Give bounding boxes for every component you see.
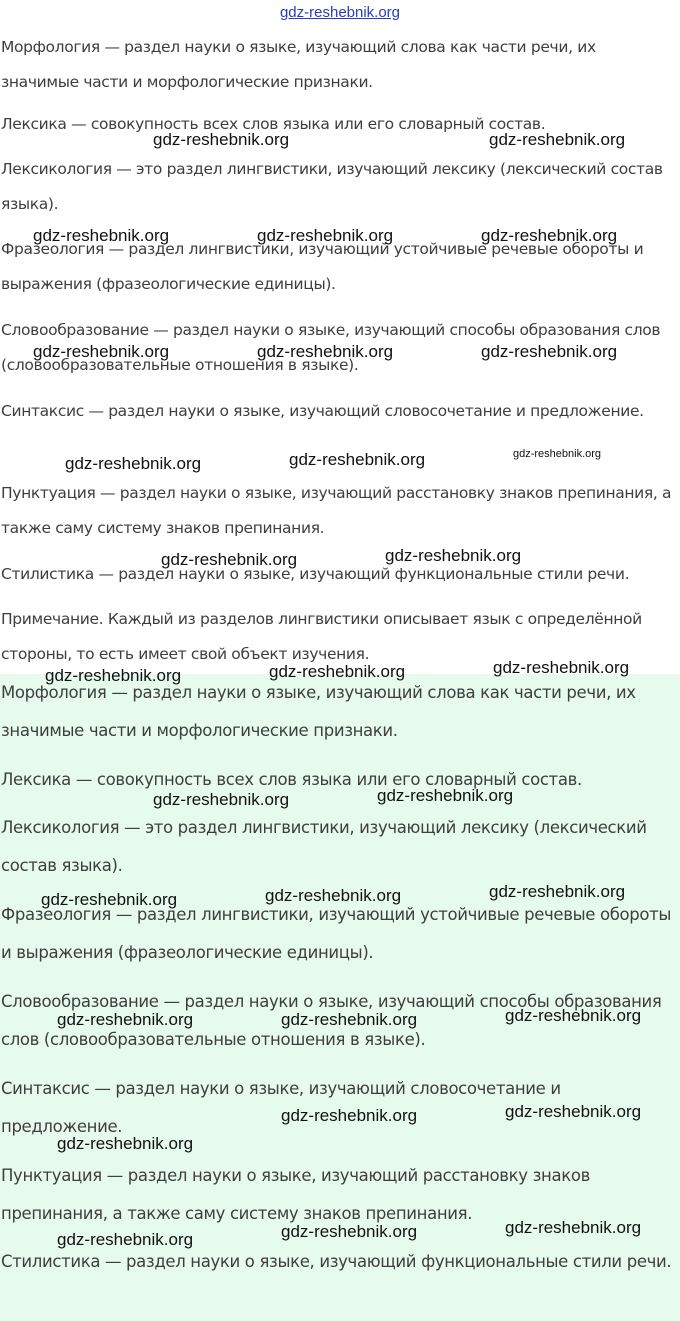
watermark: gdz-reshebnik.org (289, 450, 426, 469)
paragraph-word-formation-repeat: Словообразование — раздел науки о языке, изучающий способы образования слов (словообразовательные отношения в языке). (1, 992, 662, 1049)
watermark: gdz-reshebnik.org (269, 662, 406, 681)
paragraph-syntax: Синтаксис — раздел науки о языке, изучающий словосочетание и предложение. (1, 402, 644, 420)
paragraph-phraseology-repeat: Фразеология — раздел лингвистики, изучающий устойчивые речевые обороты и выражения (фразеологические единицы). (1, 905, 672, 962)
paragraph-stylistics-repeat: Стилистика — раздел науки о языке, изучающий функциональные стили речи. (1, 1252, 672, 1271)
watermark: gdz-reshebnik.org (161, 550, 298, 569)
watermark: gdz-reshebnik.org (493, 658, 630, 677)
watermark: gdz-reshebnik.org (481, 342, 618, 361)
watermark: gdz-reshebnik.org (265, 886, 402, 905)
watermark: gdz-reshebnik.org (505, 1218, 642, 1237)
watermark: gdz-reshebnik.org (513, 448, 602, 460)
paragraph-morphology: Морфология — раздел науки о языке, изучающий слова как части речи, их значимые части и морфологические признаки. (1, 38, 596, 91)
paragraph-stylistics: Стилистика — раздел науки о языке, изучающий функциональные стили речи. (1, 565, 630, 583)
watermark: gdz-reshebnik.org (57, 1230, 194, 1249)
watermark: gdz-reshebnik.org (377, 786, 514, 805)
watermark: gdz-reshebnik.org (41, 890, 178, 909)
watermark: gdz-reshebnik.org (489, 882, 626, 901)
site-header-link[interactable]: gdz-reshebnik.org (279, 4, 401, 21)
paragraph-phraseology: Фразеология — раздел лингвистики, изучающий устойчивые речевые обороты и выражения (фразеологические единицы). (1, 240, 644, 293)
watermark: gdz-reshebnik.org (57, 1134, 194, 1153)
paragraph-word-formation: Словообразование — раздел науки о языке, изучающий способы образования слов (словообразовательные отношения в языке). (1, 321, 661, 374)
paragraph-morphology-repeat: Морфология — раздел науки о языке, изучающий слова как части речи, их значимые части и морфологические признаки. (1, 683, 636, 740)
watermark: gdz-reshebnik.org (481, 226, 618, 245)
watermark: gdz-reshebnik.org (505, 1006, 642, 1025)
watermark: gdz-reshebnik.org (257, 226, 394, 245)
paragraph-lexis-repeat: Лексика — совокупность всех слов языка или его словарный состав. (1, 770, 582, 789)
paragraph-lexicology: Лексикология — это раздел лингвистики, изучающий лексику (лексический состав языка). (1, 160, 663, 213)
paragraph-punctuation: Пунктуация — раздел науки о языке, изучающий расстановку знаков препинания, а также саму систему знаков препинания. (1, 484, 672, 537)
paragraph-punctuation-repeat: Пунктуация — раздел науки о языке, изучающий расстановку знаков препинания, а также саму систему знаков препинания. (1, 1166, 590, 1223)
watermark: gdz-reshebnik.org (281, 1222, 418, 1241)
watermark: gdz-reshebnik.org (153, 790, 290, 809)
watermark: gdz-reshebnik.org (489, 130, 626, 149)
watermark: gdz-reshebnik.org (33, 226, 170, 245)
watermark: gdz-reshebnik.org (385, 546, 522, 565)
paragraph-note: Примечание. Каждый из разделов лингвистики описывает язык с определённой стороны, то есть имеет свой объект изучения. (1, 610, 642, 663)
paragraph-syntax-repeat: Синтаксис — раздел науки о языке, изучающий словосочетание и предложение. (1, 1079, 561, 1136)
watermark: gdz-reshebnik.org (153, 130, 290, 149)
watermark: gdz-reshebnik.org (281, 1106, 418, 1125)
watermark: gdz-reshebnik.org (45, 666, 182, 685)
watermark: gdz-reshebnik.org (505, 1102, 642, 1121)
watermark: gdz-reshebnik.org (57, 1010, 194, 1029)
watermark: gdz-reshebnik.org (33, 342, 170, 361)
watermark: gdz-reshebnik.org (257, 342, 394, 361)
paragraph-lexicology-repeat: Лексикология — это раздел лингвистики, изучающий лексику (лексический состав языка). (1, 818, 647, 875)
watermark: gdz-reshebnik.org (281, 1010, 418, 1029)
paragraph-lexis: Лексика — совокупность всех слов языка или его словарный состав. (1, 115, 546, 133)
watermark: gdz-reshebnik.org (65, 454, 202, 473)
